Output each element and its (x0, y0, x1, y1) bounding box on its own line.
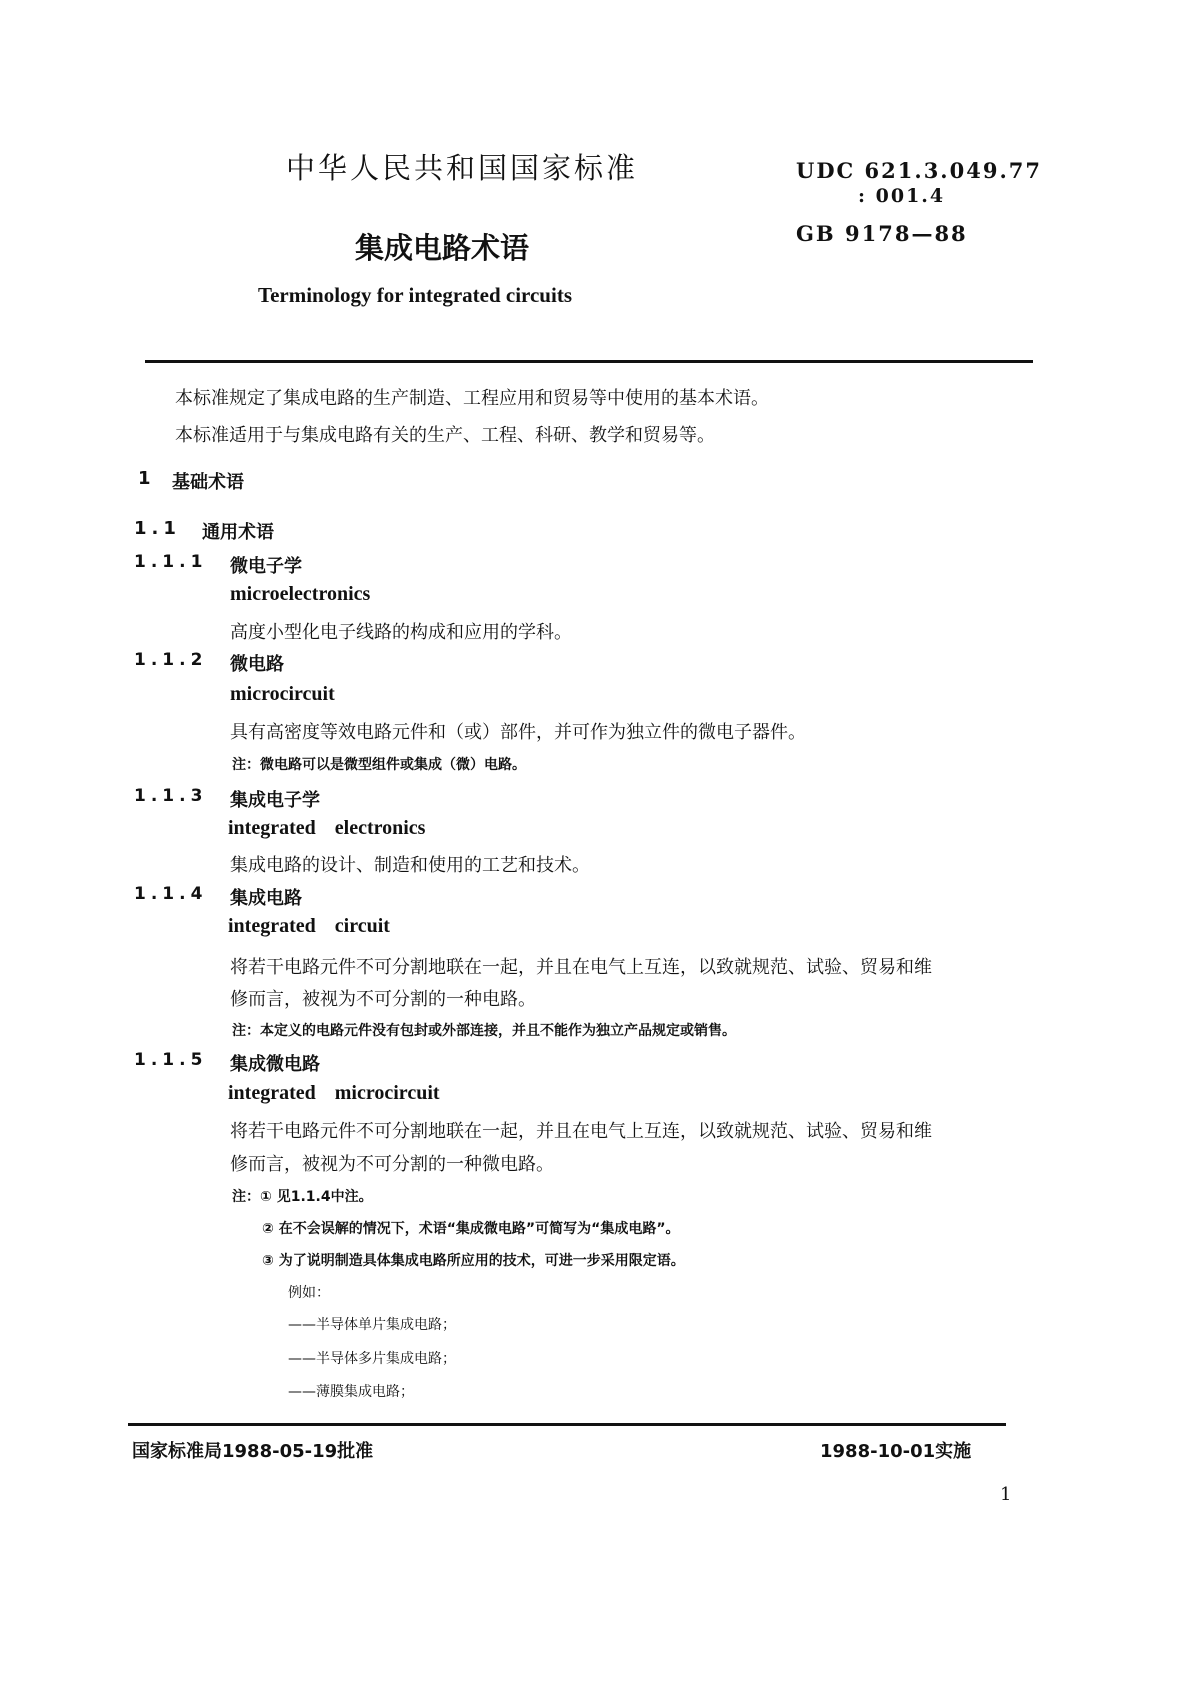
standard-org: 中华人民共和国国家标准 (286, 151, 639, 185)
term-en: integrated electronics (228, 817, 426, 839)
note-2: ② 在不会误解的情况下，术语“集成微电路”可简写为“集成电路”。 (262, 1221, 680, 1237)
subsection-title: 通用术语 (202, 522, 274, 543)
example-label: 例如： (288, 1285, 330, 1301)
header-divider (145, 360, 1033, 363)
term-number: 1.1.3 (134, 786, 208, 806)
term-definition: 将若干电路元件不可分割地联在一起，并且在电气上互连，以致就规范、试验、贸易和维 (230, 1121, 932, 1142)
term-note: 注：本定义的电路元件没有包封或外部连接，并且不能作为独立产品规定或销售。 (232, 1023, 736, 1039)
section-number: 1 (138, 468, 156, 489)
section-title: 基础术语 (172, 472, 244, 493)
example-item: ——半导体单片集成电路； (288, 1317, 456, 1333)
term-definition-cont: 修而言，被视为不可分割的一种微电路。 (230, 1154, 554, 1175)
term-en: integrated microcircuit (228, 1082, 440, 1104)
subsection-number: 1.1 (134, 518, 181, 539)
intro-paragraph-2: 本标准适用于与集成电路有关的生产、工程、科研、教学和贸易等。 (175, 425, 715, 446)
note-1: 注：① 见1.1.4中注。 (232, 1189, 373, 1205)
term-cn: 集成电子学 (230, 790, 320, 811)
term-cn: 集成微电路 (230, 1054, 320, 1075)
term-definition-cont: 修而言，被视为不可分割的一种电路。 (230, 989, 536, 1010)
example-item: ——半导体多片集成电路； (288, 1351, 456, 1367)
term-number: 1.1.2 (134, 650, 208, 670)
term-note: 注：微电路可以是微型组件或集成（微）电路。 (232, 757, 526, 773)
effective-date: 1988-10-01实施 (820, 1441, 972, 1462)
term-number: 1.1.5 (134, 1050, 208, 1070)
term-en: microcircuit (230, 683, 335, 705)
term-number: 1.1.4 (134, 884, 208, 904)
footer-divider (128, 1423, 1006, 1426)
approval-line: 国家标准局1988-05-19批准 (132, 1441, 374, 1462)
udc-code-line2: : 001.4 (858, 185, 946, 207)
term-cn: 微电路 (230, 654, 284, 675)
title-en: Terminology for integrated circuits (258, 283, 572, 307)
term-number: 1.1.1 (134, 552, 208, 572)
term-en: microelectronics (230, 583, 371, 605)
term-en: integrated circuit (228, 915, 390, 937)
page-number: 1 (1000, 1484, 1012, 1505)
term-cn: 集成电路 (230, 888, 302, 909)
term-definition: 具有高密度等效电路元件和（或）部件，并可作为独立件的微电子器件。 (230, 722, 806, 743)
term-definition: 高度小型化电子线路的构成和应用的学科。 (230, 622, 572, 643)
note-3: ③ 为了说明制造具体集成电路所应用的技术，可进一步采用限定语。 (262, 1253, 685, 1269)
term-cn: 微电子学 (230, 556, 302, 577)
term-definition: 将若干电路元件不可分割地联在一起，并且在电气上互连，以致就规范、试验、贸易和维 (230, 957, 932, 978)
intro-paragraph-1: 本标准规定了集成电路的生产制造、工程应用和贸易等中使用的基本术语。 (175, 388, 769, 409)
title-cn: 集成电路术语 (355, 231, 530, 265)
example-item: ——薄膜集成电路； (288, 1384, 414, 1400)
udc-code-line1: UDC 621.3.049.77 (796, 158, 1042, 183)
term-definition: 集成电路的设计、制造和使用的工艺和技术。 (230, 855, 590, 876)
gb-number: GB 9178—88 (796, 221, 968, 246)
